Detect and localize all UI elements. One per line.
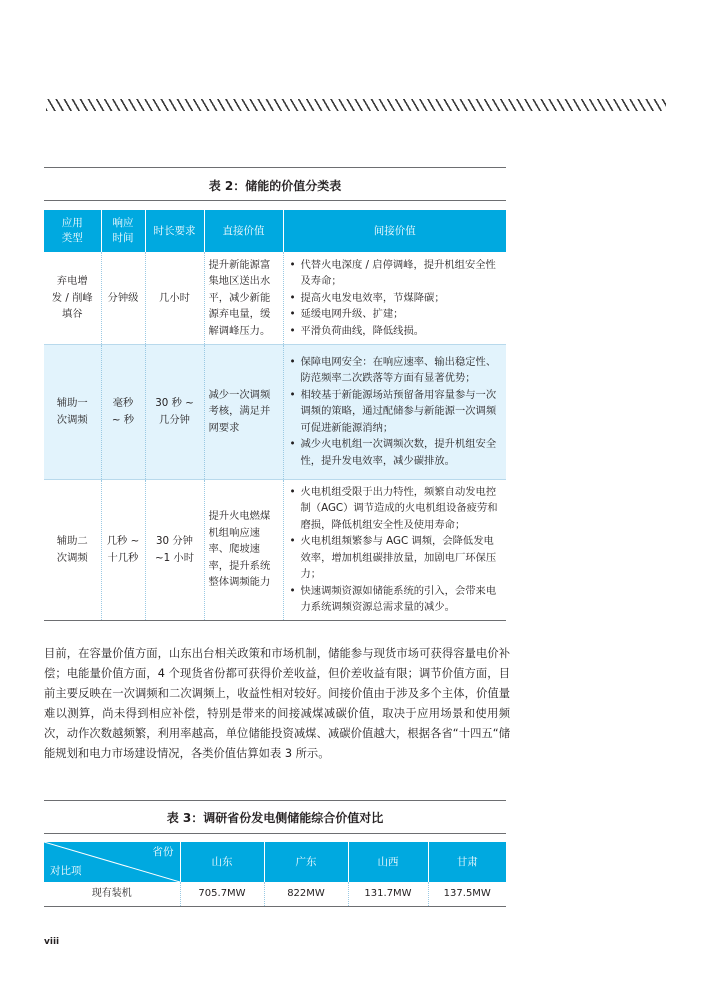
corner-item-label: 对比项 bbox=[50, 865, 82, 877]
indirect-list bbox=[288, 354, 503, 470]
table2 bbox=[44, 210, 506, 621]
table-row bbox=[44, 479, 506, 620]
corner-province-label: 省份 bbox=[152, 846, 174, 858]
list-item: • 火电机组频繁参与 AGC 调频，会降低发电效率，增加机组碳排放量，加剧电厂环保压力； bbox=[301, 533, 503, 583]
cell-value: 705.7MW bbox=[180, 882, 264, 906]
list-item: • 保障电网安全：在响应速率、输出稳定性、防范频率二次跌落等方面有显著优势； bbox=[301, 354, 503, 387]
table2-title: 表 2：储能的价值分类表 bbox=[208, 179, 342, 193]
cell-direct: 提升新能源富集地区送出水平，减少新能源弃电量，缓解调峰压力。 bbox=[204, 252, 283, 344]
table2-header-row bbox=[44, 210, 506, 252]
cell-direct: 减少一次调频考核，满足并网要求 bbox=[204, 344, 283, 479]
header-application-type: 应用 类型 bbox=[44, 210, 101, 252]
indirect-list bbox=[288, 257, 503, 340]
cell-type: 辅助二 次调频 bbox=[44, 479, 101, 620]
list-item: • 火电机组受限于出力特性，频繁自动发电控制（AGC）调节造成的火电机组设备疲劳和磨损，降低机组安全性及使用寿命； bbox=[301, 484, 503, 534]
page-number: viii bbox=[44, 937, 60, 947]
body-paragraph: 目前，在容量价值方面，山东出台相关政策和市场机制，储能参与现货市场可获得容量电价补偿；电能量价值方面，4 个现货省份都可获得价差收益，但价差收益有限；调节价值方面，目前主要反映在一次调频和二次调频上，收益性相对较好。间接价值由于涉及多个主体，价值量难以测算，尚未得到相应补偿，特别是带来的间接减煤减碳价值，取决于应用场景和使用频次，动作次数越频繁，利用率越高，单位储能投资减煤、减碳价值越大，根据各省“十四五“储能规划和电力市场建设情况，各类价值估算如表 3 所示。 bbox=[44, 647, 510, 760]
list-item: • 相较基于新能源场站预留备用容量参与一次调频的策略，通过配储参与新能源一次调频可促进新能源消纳； bbox=[301, 387, 503, 437]
cell-direct: 提升火电燃煤机组响应速率、爬坡速率，提升系统整体调频能力 bbox=[204, 479, 283, 620]
cell-duration: 30 分钟 ~1 小时 bbox=[145, 479, 204, 620]
list-item: • 减少火电机组一次调频次数，提升机组安全性，提升发电效率，减少碳排放。 bbox=[301, 436, 503, 469]
cell-value: 137.5MW bbox=[428, 882, 506, 906]
list-item: • 延缓电网升级、扩建； bbox=[301, 306, 503, 323]
table2-top-rule bbox=[44, 167, 506, 168]
cell-value: 822MW bbox=[264, 882, 348, 906]
header-province: 甘肃 bbox=[428, 842, 506, 882]
cell-indirect bbox=[283, 479, 506, 620]
list-item: • 快速调频资源如储能系统的引入，会带来电力系统调频资源总需求量的减少。 bbox=[301, 583, 503, 616]
cell-indirect bbox=[283, 252, 506, 344]
cell-duration: 几小时 bbox=[145, 252, 204, 344]
cell-type: 辅助一 次调频 bbox=[44, 344, 101, 479]
table3 bbox=[44, 842, 506, 907]
cell-response: 分钟级 bbox=[101, 252, 145, 344]
list-item: • 提高火电发电效率，节煤降碳； bbox=[301, 290, 503, 307]
cell-response: 几秒 ~ 十几秒 bbox=[101, 479, 145, 620]
cell-type: 弃电增 发 / 削峰 填谷 bbox=[44, 252, 101, 344]
list-item: • 代替火电深度 / 启停调峰，提升机组安全性及寿命； bbox=[301, 257, 503, 290]
header-province: 山西 bbox=[348, 842, 428, 882]
table-row bbox=[44, 344, 506, 479]
table3-top-rule bbox=[44, 800, 506, 801]
cell-duration: 30 秒 ~ 几分钟 bbox=[145, 344, 204, 479]
table-row bbox=[44, 252, 506, 344]
table3-title-rule bbox=[44, 833, 506, 834]
header-corner bbox=[44, 842, 180, 882]
table2-title-rule bbox=[44, 200, 506, 201]
header-province: 广东 bbox=[264, 842, 348, 882]
header-indirect-value: 间接价值 bbox=[283, 210, 506, 252]
header-duration: 时长要求 bbox=[145, 210, 204, 252]
cell-indirect bbox=[283, 344, 506, 479]
table-row bbox=[44, 882, 506, 906]
cell-response: 毫秒 ~ 秒 bbox=[101, 344, 145, 479]
cell-value: 131.7MW bbox=[348, 882, 428, 906]
header-response-time: 响应 时间 bbox=[101, 210, 145, 252]
table3-title: 表 3：调研省份发电侧储能综合价值对比 bbox=[166, 811, 384, 825]
header-direct-value: 直接价值 bbox=[204, 210, 283, 252]
indirect-list bbox=[288, 484, 503, 616]
decorative-hatch-bar bbox=[46, 99, 666, 111]
header-province: 山东 bbox=[180, 842, 264, 882]
table3-header-row bbox=[44, 842, 506, 882]
list-item: • 平滑负荷曲线，降低线损。 bbox=[301, 323, 503, 340]
cell-item-label: 现有装机 bbox=[44, 882, 180, 906]
